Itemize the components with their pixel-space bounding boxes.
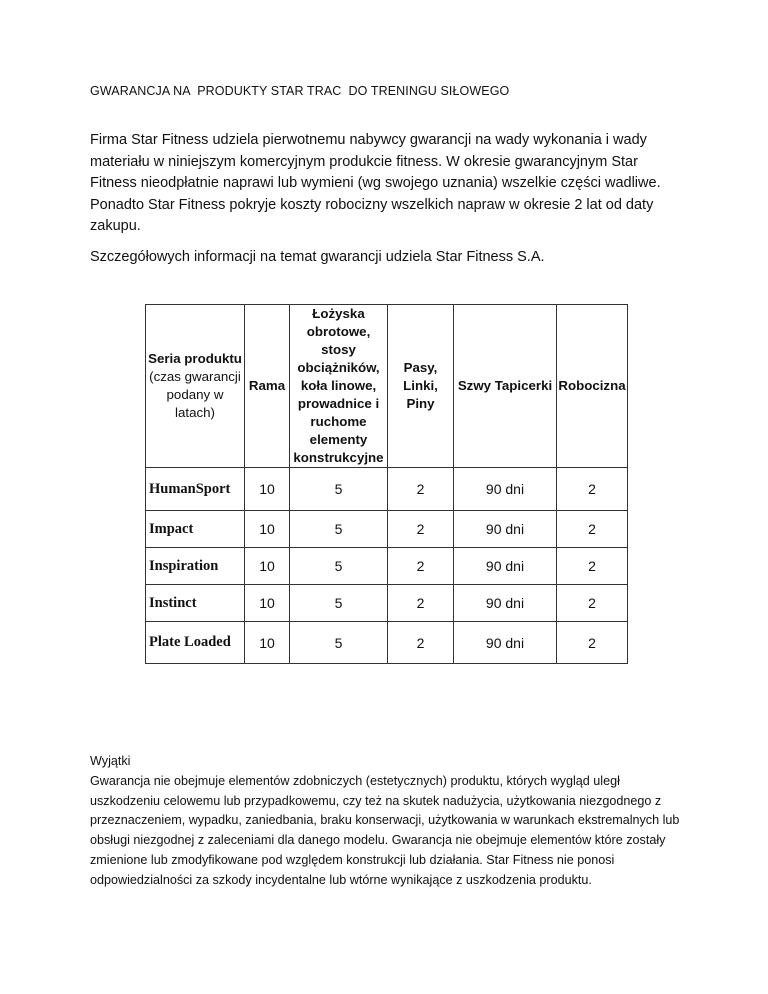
cell-szwy: 90 dni: [454, 468, 557, 511]
cell-labor: 2: [557, 511, 628, 548]
table-row: [146, 468, 628, 511]
exceptions-section: [90, 752, 690, 891]
cell-bearings: 5: [290, 468, 388, 511]
page-title: GWARANCJA NA PRODUKTY STAR TRAC DO TRENINGU SIŁOWEGO: [90, 84, 510, 98]
cell-szwy: 90 dni: [454, 585, 557, 622]
cell-bearings: 5: [290, 548, 388, 585]
series-name: Plate Loaded: [146, 622, 245, 664]
cell-szwy: 90 dni: [454, 622, 557, 664]
cell-labor: 2: [557, 468, 628, 511]
exceptions-title: Wyjątki: [90, 754, 131, 768]
cell-belts: 2: [388, 585, 454, 622]
cell-belts: 2: [388, 548, 454, 585]
intro-paragraph: Firma Star Fitness udziela pierwotnemu nabywcy gwarancji na wady wykonania i wady materiału w niniejszym komercyjnym produkcie fitness. W okresie gwarancyjnym Star Fitness nieodpłatnie naprawi lub wymieni (wg swojego uznania) wszelkie części wadliwe. Ponadto Star Fitness pokryje koszty robocizny wszelkich napraw w okresie 2 lat od daty zakupu.: [90, 132, 661, 234]
table-row: [146, 622, 628, 664]
header-rama: Rama: [245, 305, 290, 468]
cell-belts: 2: [388, 468, 454, 511]
cell-belts: 2: [388, 622, 454, 664]
series-name: HumanSport: [146, 468, 245, 511]
cell-bearings: 5: [290, 585, 388, 622]
cell-szwy: 90 dni: [454, 548, 557, 585]
header-belts: Pasy, Linki, Piny: [388, 305, 454, 468]
header-series-label: Seria produktu: [148, 351, 242, 366]
header-labor: Robocizna: [557, 305, 628, 468]
series-name: Inspiration: [146, 548, 245, 585]
cell-rama: 10: [245, 622, 290, 664]
header-szwy: Szwy Tapicerki: [454, 305, 557, 468]
exceptions-body: Gwarancja nie obejmuje elementów zdobniczych (estetycznych) produktu, których wygląd uległ uszkodzeniu celowemu lub przypadkowemu, czy też na skutek nadużycia, użytkowania niezgodnego z przeznaczeniem, wypadku, zaniedbania, braku konserwacji, użytkowania w warunkach ekstremalnych lub obsługi niezgodnej z zaleceniami dla danego modelu. Gwarancja nie obejmuje elementów które zostały zmienione lub zmodyfikowane pod względem konstrukcji lub działania. Star Fitness nie ponosi odpowiedzialności za szkody incydentalne lub wtórne wynikające z uszkodzenia produktu.: [90, 773, 680, 887]
cell-rama: 10: [245, 585, 290, 622]
cell-szwy: 90 dni: [454, 511, 557, 548]
series-name: Instinct: [146, 585, 245, 622]
cell-rama: 10: [245, 548, 290, 585]
series-name: Impact: [146, 511, 245, 548]
warranty-table: [145, 304, 628, 664]
header-bearings: Łożyska obrotowe, stosy obciążników, koła linowe, prowadnice i ruchome elementy konstrukcyjne: [290, 305, 388, 468]
table-row: [146, 511, 628, 548]
cell-rama: 10: [245, 468, 290, 511]
header-series: [146, 305, 245, 468]
info-line: Szczegółowych informacji na temat gwarancji udziela Star Fitness S.A.: [90, 249, 545, 265]
cell-labor: 2: [557, 622, 628, 664]
table-row: [146, 585, 628, 622]
cell-rama: 10: [245, 511, 290, 548]
table-header-row: [146, 305, 628, 468]
cell-belts: 2: [388, 511, 454, 548]
cell-labor: 2: [557, 548, 628, 585]
cell-bearings: 5: [290, 511, 388, 548]
cell-labor: 2: [557, 585, 628, 622]
header-series-note: (czas gwarancji podany w latach): [149, 369, 241, 420]
cell-bearings: 5: [290, 622, 388, 664]
table-row: [146, 548, 628, 585]
